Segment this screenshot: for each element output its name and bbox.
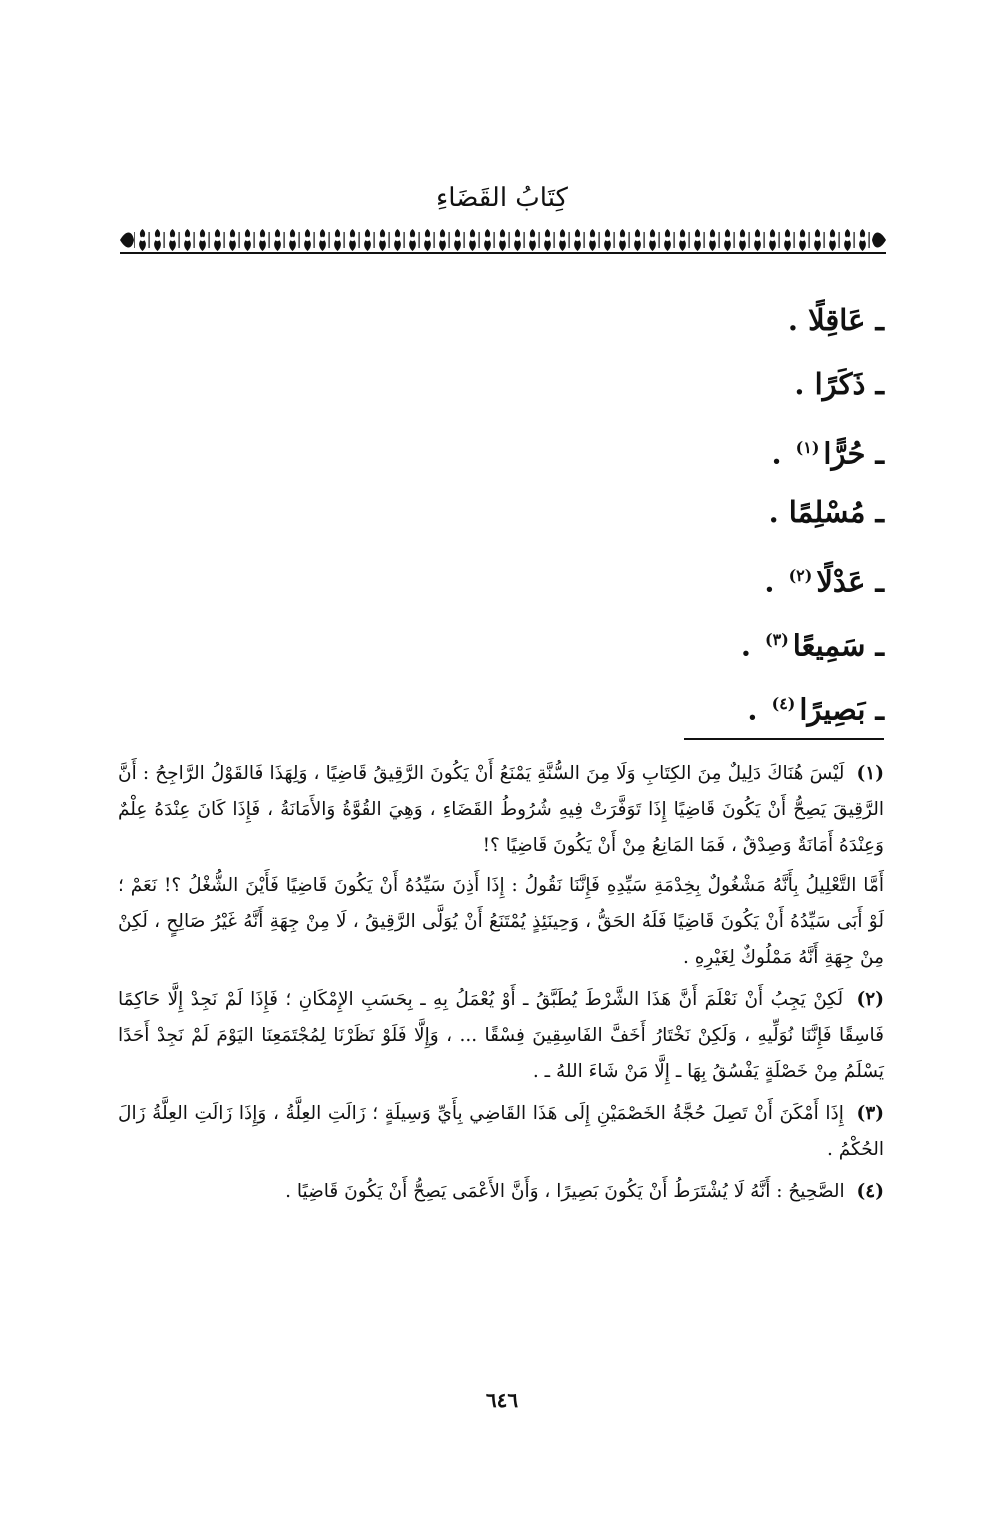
footnotes-section bbox=[118, 756, 884, 1216]
condition-item: ـ سَمِيعًا$^{(٣)}$ . bbox=[740, 628, 884, 663]
footnote-ref[interactable]: (٣) bbox=[765, 630, 789, 649]
footnote-ref[interactable]: (٤) bbox=[771, 694, 796, 713]
footnote-3: (٣) إِذَا أَمْكَنَ أَنْ تَصِلَ حُجَّةُ الخَصْمَيْنِ إِلَى هَذَا القَاضِي بِأَيِّ وَسِيلَةٍ ؛ زَالَتِ العِلَّةُ ، وَإِذَا زَالَتِ العِلَّةُ زَالَ الحُكْمُ . bbox=[118, 1103, 884, 1160]
conditions-list bbox=[284, 296, 884, 744]
condition-item: ـ عَدْلًا$^{(٢)}$ . bbox=[764, 564, 884, 599]
page-number: ٦٤٦ bbox=[485, 1388, 519, 1412]
footnote-number: (٢) bbox=[856, 989, 884, 1010]
footnote-2: (٢) لَكِنْ يَجِبُ أَنْ نَعْلَمَ أَنَّ هَذَا الشَّرْطَ يُطَبَّقُ ـ أَوْ يُعْمَلُ بِهِ ـ بِحَسَبِ الإِمْكَانِ ؛ فَإِذَا لَمْ نَجِدْ إِلَّا حَاكِمًا فَاسِقًا فَإِنَّنَا نُوَلِّيهِ ، وَلَكِنْ نَخْتَارُ أَخَفَّ الفَاسِقِينَ فِسْقًا ... ، وَإِلَّا فَلَوْ نَظَرْنَا لِمُجْتَمَعِنَا اليَوْمَ لَمْ نَجِدْ أَحَدًا يَسْلَمُ مِنْ خَصْلَةٍ يَفْسُقُ بِهَا ـ إِلَّا مَنْ شَاءَ اللهُ ـ . bbox=[118, 989, 884, 1082]
footnote-separator bbox=[684, 738, 884, 740]
condition-item: ـ مُسْلِمًا . bbox=[768, 495, 884, 529]
footnote-ref[interactable]: (١) bbox=[795, 438, 820, 457]
condition-item: ـ عَاقِلًا . bbox=[787, 303, 884, 337]
footnote-number: (٣) bbox=[856, 1103, 884, 1124]
running-header: كِتَابُ القَضَاءِ bbox=[436, 183, 568, 213]
footnote-1: (١) لَيْسَ هُنَاكَ دَلِيلٌ مِنَ الكِتَابِ وَلَا مِنَ السُّنَّةِ يَمْنَعُ أَنْ يَكُونَ الرَّقِيقُ قَاضِيًا ، وَلِهَذَا فَالقَوْلُ الرَّاجِحُ : أَنَّ الرَّقِيقَ يَصِحُّ أَنْ يَكُونَ قَاضِيًا إِذَا تَوَفَّرَتْ فِيهِ شُرُوطُ القَضَاءِ ، وَهِيَ القُوَّةُ وَالأَمَانَةُ ، فَإِذَا كَانَ عِنْدَهُ عِلْمٌ وَعِنْدَهُ أَمَانَةٌ وَصِدْقٌ ، فَمَا المَانِعُ مِنْ أَنْ يَكُونَ قَاضِيًا ؟! bbox=[118, 763, 884, 856]
footnote-4: (٤) الصَّحِيحُ : أَنَّهُ لَا يُشْتَرَطُ أَنْ يَكُونَ بَصِيرًا ، وَأَنَّ الأَعْمَى يَصِحُّ أَنْ يَكُونَ قَاضِيًا . bbox=[285, 1181, 884, 1202]
footnote-ref[interactable]: (٢) bbox=[788, 566, 813, 585]
footnote-number: (١) bbox=[856, 763, 884, 784]
footnote-number: (٤) bbox=[856, 1181, 884, 1202]
condition-item: ـ ذَكَرًا . bbox=[794, 367, 884, 401]
footnote-1-continuation: أَمَّا التَّعْلِيلُ بِأَنَّهُ مَشْغُولٌ بِخِدْمَةِ سَيِّدِهِ فَإِنَّنَا نَقُولُ : إِذَا أَذِنَ سَيِّدُهُ أَنْ يَكُونَ قَاضِيًا فَأَيْنَ الشُّغْلُ ؟! نَعَمْ ؛ لَوْ أَبَى سَيِّدُهُ أَنْ يَكُونَ قَاضِيًا فَلَهُ الحَقُّ ، وَحِينَئِذٍ يُمْتَنَعُ أَنْ يُوَلَّى الرَّقِيقُ ، لَا مِنْ جِهَةِ أَنَّهُ غَيْرُ صَالِحٍ ، لَكِنْ مِنْ جِهَةِ أَنَّهُ مَمْلُوكٌ لِغَيْرِهِ . bbox=[118, 875, 884, 968]
condition-item: ـ بَصِيرًا$^{(٤)}$ . bbox=[747, 692, 884, 727]
ornamental-border bbox=[120, 226, 886, 254]
condition-item: ـ حُرًّا$^{(١)}$ . bbox=[771, 436, 884, 471]
